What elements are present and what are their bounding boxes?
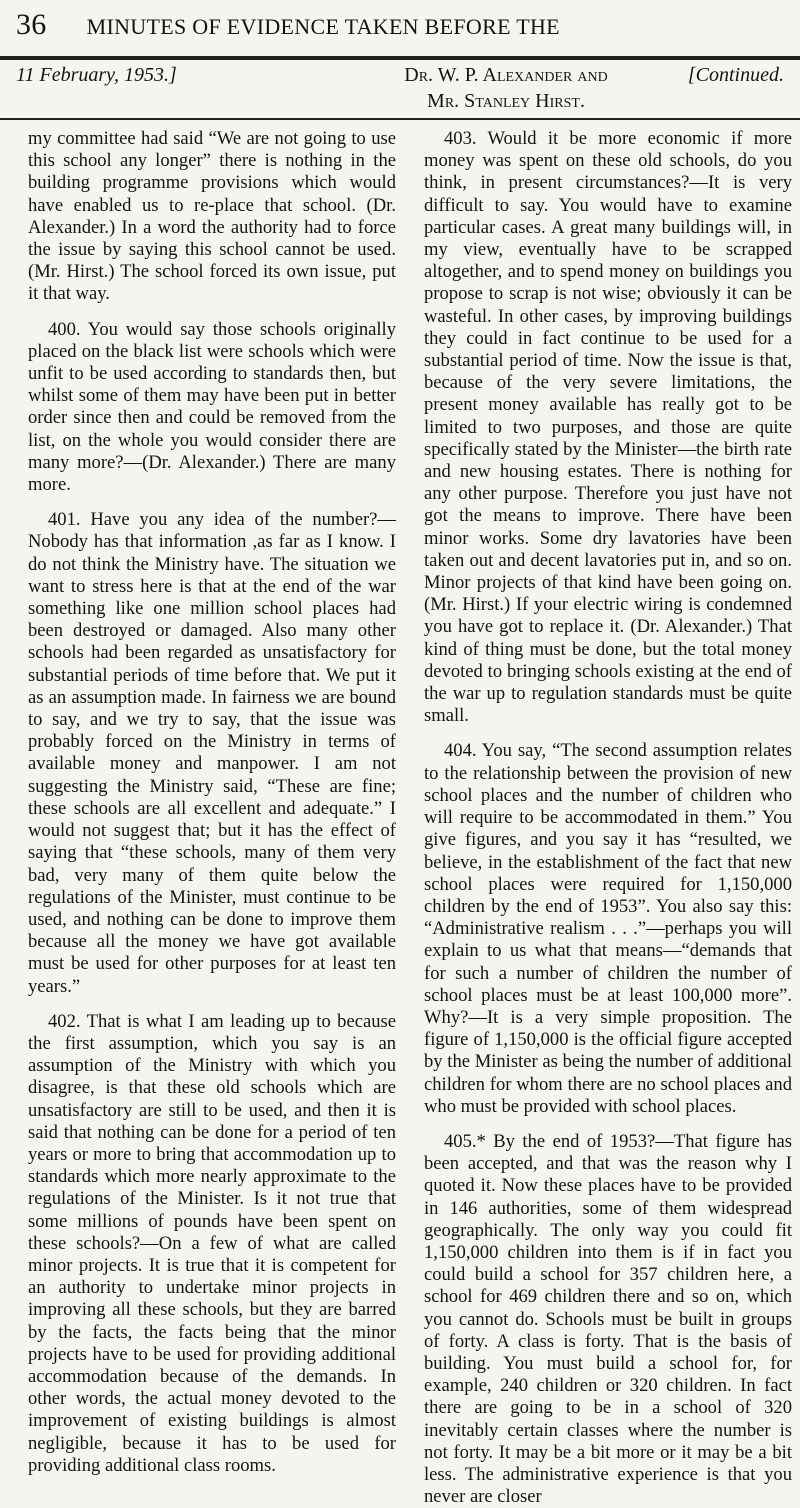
witness-line-1: Dr. W. P. Alexander and	[404, 64, 608, 86]
paragraph: 405.* By the end of 1953?—That figure has been accepted, and that was the reason why I quoted it. Now these places have to be provided in 146 authorities, some of them widespread geographically. The only way you could fit 1,150,000 children into them is if in fact you could build a school for 357 children here, a school for 469 children there and so on, which you cannot do. Schools must be built in groups of forty. A class is forty. That is the basis of building. You must build a school for, for example, 240 children or 320 children. In fact there are going to be in a school of 320 inevitably certain classes where the number is not forty. It may be a bit more or it may be a bit less. The administrative experience is that you never are closer	[424, 1130, 792, 1508]
header-rule-bottom	[0, 118, 800, 120]
running-head	[16, 8, 784, 42]
paragraph: 402. That is what I am leading up to because the first assumption, which you say is an assumption of the Ministry with which you disagree, is that these old schools which are unsatisfactory are still to be used, and then it is said that nothing can be done for a period of ten years or more to bring that accommodation up to standards which more nearly approximate to the regulations of the Minister. Is it not true that some millions of pounds have been spent on these schools?—On a few of what are called minor projects. It is true that it is competent for an authority to undertake minor projects in improving all these schools, but they are barred by the facts, the facts being that the minor projects have to be used for providing additional accommodation because of the demands. In other words, the actual money devoted to the improvement of existing buildings is almost negligible, because it has to be used for providing additional class rooms.	[28, 1010, 396, 1476]
running-title: MINUTES OF EVIDENCE TAKEN BEFORE THE	[86, 14, 560, 39]
left-column	[28, 128, 396, 1476]
continued-label: [Continued.	[687, 64, 784, 86]
witness-line-2: Mr. Stanley Hirst.	[427, 90, 585, 112]
paragraph: 401. Have you any idea of the number?—Nobody has that information ,as far as I know. I do not think the Ministry have. The situation we want to stress here is that at the end of the war something like one million school places had been destroyed or damaged. Also many other schools had been regarded as unsatisfactory for substantial periods of time before that. We put it as an assumption made. In fairness we are bound to say, and we try to say, that the issue was probably forced on the Ministry in terms of available money and manpower. I am not suggesting the Ministry said, “These are fine; these schools are all excellent and adequate.” I would not suggest that; but it has the effect of saying that “these schools, many of them very bad, very many of them quite below the regulations of the Minister, must continue to be used, and nothing can be done to improve them because all the money we have got available must be used for other purposes for at least ten years.”	[28, 509, 396, 997]
paragraph: my committee had said “We are not going to use this school any longer” there is nothing in the building programme provisions which would have enabled us to re-place that school. (Dr. Alexander.) In a word the authority had to force the issue by saying this school cannot be used. (Mr. Hirst.) The school forced its own issue, put it that way.	[28, 128, 396, 305]
paragraph: 404. You say, “The second assumption relates to the relationship between the provision of new school places and the number of children who will require to be accommodated in them.” You give figures, and you say it has “resulted, we believe, in the establishment of the fact that new school places were required for 1,150,000 children by the end of 1953”. You also say this: “Administrative realism . . .”—perhaps you will explain to us what that means—“demands that for such a number of children the number of school places must be at least 100,000 more”. Why?—It is a very simple proposition. The figure of 1,150,000 is the official figure accepted by the Minister as being the number of additional children for whom there are no school places and who must be provided with school places.	[424, 740, 792, 1117]
hearing-date: 11 February, 1953.]	[16, 64, 177, 86]
paragraph: 403. Would it be more economic if more money was spent on these old schools, do you think, in present circumstances?—It is very difficult to say. You would have to examine particular cases. A great many buildings will, in my view, eventually have to be scrapped altogether, and to spend money on buildings you propose to scrap is not wise; obviously it can be wasteful. In other cases, by improving buildings they could in fact continue to be used for a substantial period of time. Now the issue is that, because of the very severe limitations, the present money available has really got to be limited to two purposes, and those are quite specifically stated by the Minister—the birth rate and new housing estates. There is nothing for any other purpose. Therefore you just have not got the means to improve. There have been minor works. Some dry lavatories have been taken out and decent lavatories put in, and so on. Minor projects of that kind have been going on. (Mr. Hirst.) If your electric wiring is condemned you have got to replace it. (Dr. Alexander.) That kind of thing must be done, but the total money devoted to bringing schools existing at the end of the war up to regulation standards must be quite small.	[424, 128, 792, 727]
right-column	[424, 128, 792, 1508]
witnesses	[316, 62, 696, 114]
paragraph: 400. You would say those schools originally placed on the black list were schools which were unfit to be used according to standards then, but whilst some of them may have been put in better order since then and could be removed from the list, on the whole you would consider there are many more?—(Dr. Alexander.) There are many more.	[28, 318, 396, 496]
page-number: 36	[16, 8, 47, 41]
header-rule-top	[0, 56, 800, 60]
text-columns	[28, 128, 792, 1508]
